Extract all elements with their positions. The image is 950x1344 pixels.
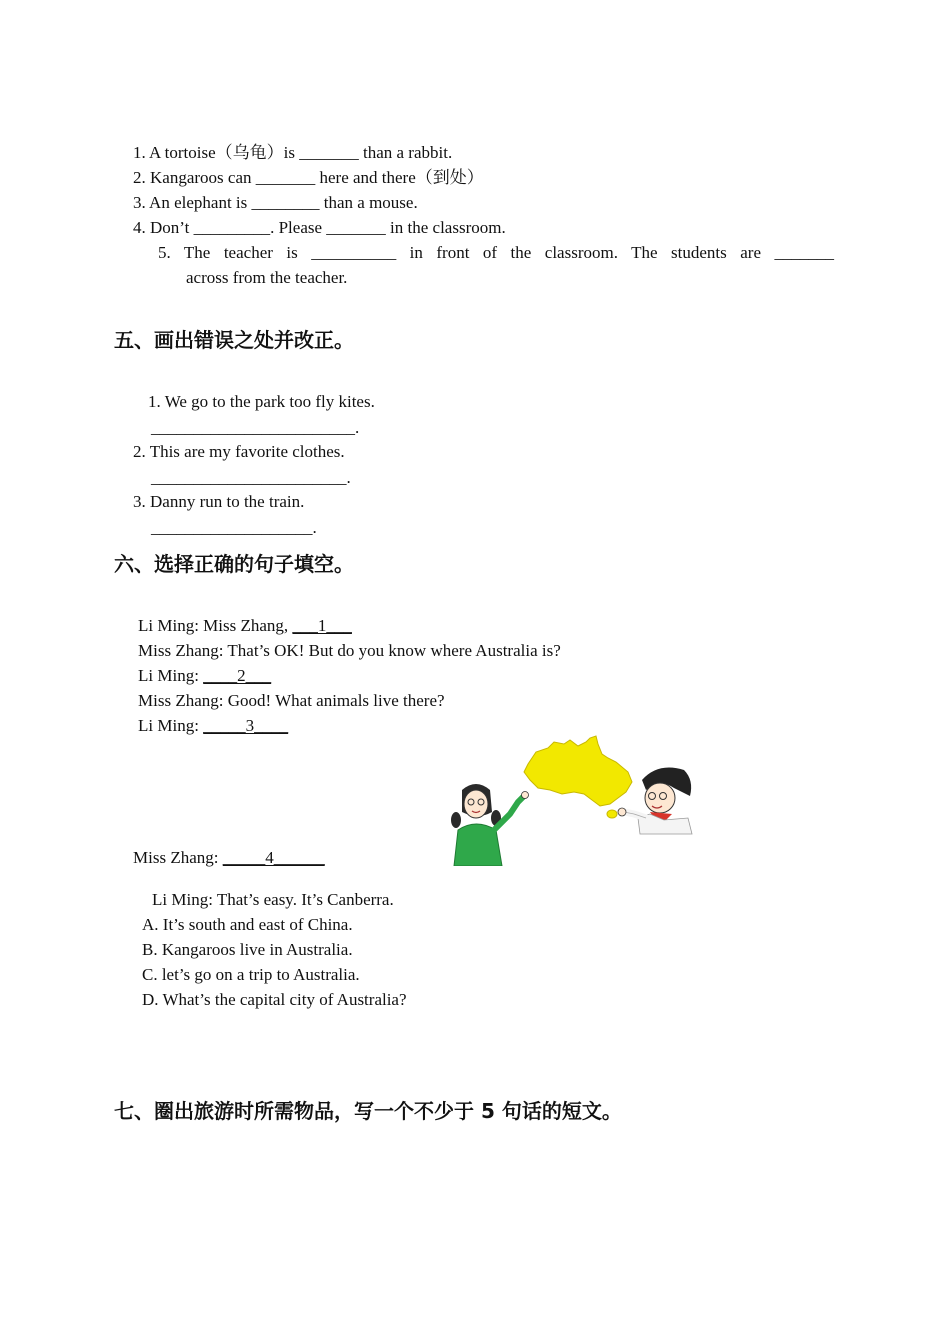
- dialogue-line-1: [138, 615, 352, 637]
- fill-blank-item-3: 3. An elephant is ________ than a mouse.: [133, 193, 418, 212]
- option-a: A. It’s south and east of China.: [142, 915, 353, 934]
- dialogue-line-3: [138, 665, 271, 687]
- section-7-heading: 七、圈出旅游时所需物品，写一个不少于 5 句话的短文。: [114, 1099, 622, 1123]
- error-answer-line-1: ________________________.: [151, 418, 360, 437]
- blank-3: _____3____: [203, 716, 289, 735]
- tasmania-shape: [607, 810, 617, 818]
- blank-4: _____4______: [222, 848, 325, 867]
- australia-map-shape: [524, 736, 632, 806]
- option-b: B. Kangaroos live in Australia.: [142, 940, 353, 959]
- girl-figure: [451, 784, 529, 866]
- fill-blank-item-2: 2. Kangaroos can _______ here and there（到处）: [133, 168, 484, 187]
- section-6-heading: 六、选择正确的句子填空。: [114, 552, 354, 576]
- dialogue-line-4: Miss Zhang: Good! What animals live there?: [138, 691, 445, 710]
- section-5-heading: 五、画出错误之处并改正。: [114, 328, 354, 352]
- dialogue-speaker-text: Li Ming:: [138, 716, 204, 735]
- dialogue-line-6: [133, 847, 325, 869]
- dialogue-speaker-text: Li Ming:: [138, 666, 204, 685]
- dialogue-speaker-text: Miss Zhang:: [133, 848, 223, 867]
- option-c: C. let’s go on a trip to Australia.: [142, 965, 360, 984]
- error-item-3: 3. Danny run to the train.: [133, 492, 305, 511]
- dialogue-line-5: [138, 715, 288, 737]
- fill-blank-item-1: 1. A tortoise（乌龟）is _______ than a rabbit.: [133, 143, 453, 162]
- option-d: D. What’s the capital city of Australia?: [142, 990, 407, 1009]
- fill-blank-item-5-continuation: across from the teacher.: [186, 268, 348, 287]
- two-kids-pointing-at-australia-map-icon: [438, 734, 700, 866]
- fill-blank-item-4: 4. Don’t _________. Please _______ in the classroom.: [133, 218, 506, 237]
- error-item-2: 2. This are my favorite clothes.: [133, 442, 345, 461]
- blank-1: ___1___: [292, 616, 352, 635]
- fill-blank-item-5: 5. The teacher is __________ in front of the classroom. The students are _______: [158, 243, 834, 262]
- dialogue-line-7: Li Ming: That’s easy. It’s Canberra.: [152, 890, 394, 909]
- error-item-1: 1. We go to the park too fly kites.: [148, 392, 375, 411]
- error-answer-line-3: ___________________.: [151, 518, 317, 537]
- dialogue-speaker-text: Li Ming: Miss Zhang,: [138, 616, 293, 635]
- dialogue-line-2: Miss Zhang: That’s OK! But do you know where Australia is?: [138, 641, 561, 660]
- blank-2: ____2___: [203, 666, 272, 685]
- error-answer-line-2: _______________________.: [151, 468, 351, 487]
